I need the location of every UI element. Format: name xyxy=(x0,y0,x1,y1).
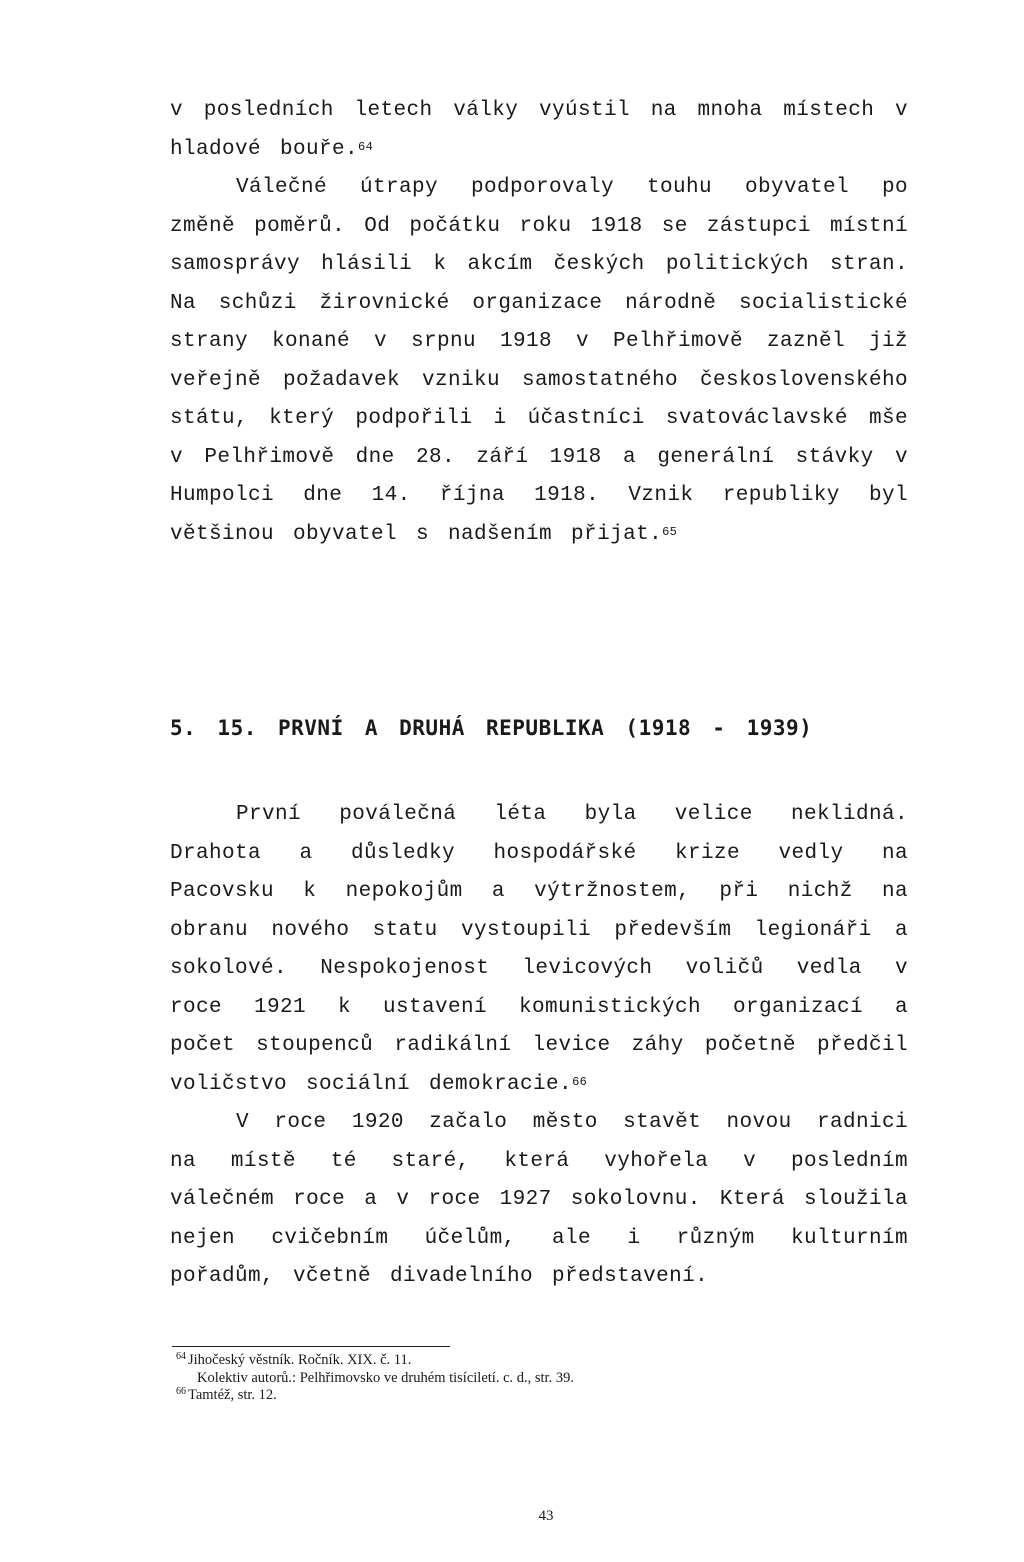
footnote-text: Jihočeský věstník. Ročník. XIX. č. 11. xyxy=(188,1352,412,1368)
footnote-divider xyxy=(172,1346,450,1347)
footnote xyxy=(176,1370,574,1387)
footnote-ref-64: 64 xyxy=(358,139,374,154)
bottom-text-block xyxy=(170,796,908,1297)
top-text-block xyxy=(170,92,908,554)
footnote xyxy=(176,1352,574,1370)
paragraph-text: V roce 1920 začalo město stavět novou radnici na místě té staré, která vyhořela v posledním válečném roce a v roce 1927 sokolovnu. Která sloužila nejen cvičebním účelům, ale i různým kulturním pořadům, včetně divadelního představení. xyxy=(170,1111,908,1288)
paragraph xyxy=(170,92,908,169)
footnote-ref-65: 65 xyxy=(662,524,678,539)
footnote-text: Kolektiv autorů.: Pelhřimovsko ve druhém tisíciletí. c. d., str. 39. xyxy=(197,1370,574,1386)
footnote xyxy=(176,1387,574,1405)
footnote-number: 64 xyxy=(176,1351,186,1362)
section-heading: 5. 15. PRVNÍ A DRUHÁ REPUBLIKA (1918 - 1939) xyxy=(170,716,813,740)
footnote-number: 66 xyxy=(176,1386,186,1397)
paragraph xyxy=(170,1104,908,1297)
paragraph xyxy=(170,169,908,554)
footnote-ref-66: 66 xyxy=(572,1074,588,1089)
paragraph xyxy=(170,796,908,1104)
page-number: 43 xyxy=(538,1508,554,1524)
footnote-text: Tamtéž, str. 12. xyxy=(188,1387,277,1403)
paragraph-text: První poválečná léta byla velice neklidná. Drahota a důsledky hospodářské krize vedly na Pacovsku k nepokojům a výtržnostem, při nichž na obranu nového statu vystoupili především legionáři a sokolové. Nespokojenost levicových voličů vedla v roce 1921 k ustavení komunistických organizací a počet stoupenců radikální levice záhy početně předčil voličstvo sociální demokracie. xyxy=(170,803,908,1096)
footnotes xyxy=(176,1352,574,1405)
paragraph-text: Válečné útrapy podporovaly touhu obyvatel po změně poměrů. Od počátku roku 1918 se zástupci místní samosprávy hlásili k akcím českých politických stran. Na schůzi žirovnické organizace národně socialistické strany konané v srpnu 1918 v Pelhřimově zazněl již veřejně požadavek vzniku samostatného československého státu, který podpořili i účastníci svatováclavské mše v Pelhřimově dne 28. září 1918 a generální stávky v Humpolci dne 14. října 1918. Vznik republiky byl většinou obyvatel s nadšením přijat. xyxy=(170,176,908,546)
paragraph-text: v posledních letech války vyústil na mnoha místech v hladové bouře. xyxy=(170,99,908,161)
